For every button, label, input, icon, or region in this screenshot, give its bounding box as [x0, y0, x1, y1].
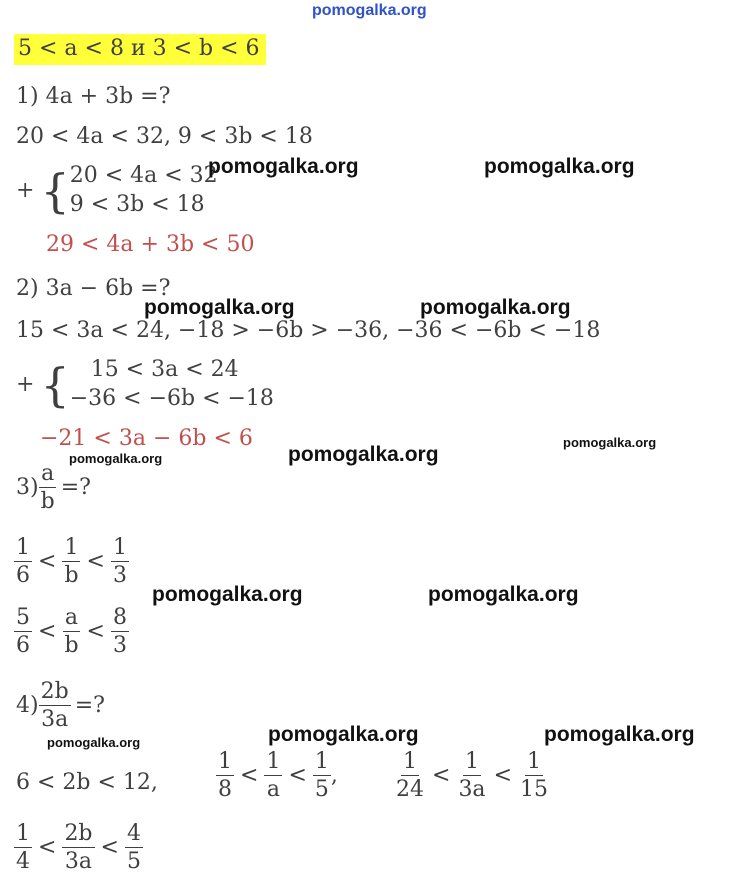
part2-question: 2) 3a − 6b =?	[16, 276, 171, 301]
plus-sign: +	[16, 178, 35, 204]
watermark: pomogalka.org	[152, 583, 303, 606]
less-than: <	[86, 619, 105, 645]
fraction	[62, 536, 80, 587]
denominator: 3	[112, 633, 127, 659]
numerator: 4	[125, 822, 143, 848]
numerator: 1	[14, 536, 32, 562]
less-than: <	[288, 763, 307, 789]
numerator: 5	[14, 606, 32, 632]
fraction	[456, 750, 487, 801]
part2-result: −21 < 3a − 6b < 6	[40, 426, 253, 451]
watermark: pomogalka.org	[268, 723, 419, 746]
denominator: 3a	[458, 777, 486, 803]
part4-result	[14, 822, 143, 873]
watermark: pomogalka.org	[544, 723, 695, 746]
part4-bounds: 6 < 2b < 12,	[16, 770, 158, 795]
part3-question	[16, 462, 91, 513]
less-than: <	[493, 763, 512, 789]
part1-question: 1) 4a + 3b =?	[16, 84, 171, 109]
numerator: 1	[264, 750, 282, 776]
part4-label: 4)	[16, 693, 39, 719]
less-than: <	[38, 549, 57, 575]
watermark: pomogalka.org	[420, 296, 571, 319]
denominator: 3	[112, 563, 127, 589]
denominator: 3a	[41, 707, 69, 733]
fraction	[39, 680, 71, 731]
watermark: pomogalka.org	[47, 735, 141, 750]
condition-statement	[14, 36, 266, 61]
part2-system-line1: 15 < 3a < 24	[69, 357, 239, 382]
part1-system-line1: 20 < 4a < 32	[69, 163, 218, 188]
part1-bounds: 20 < 4a < 32, 9 < 3b < 18	[16, 124, 313, 149]
plus-sign: +	[16, 372, 35, 398]
denominator: b	[64, 563, 79, 589]
fraction	[39, 462, 57, 513]
watermark: pomogalka.org	[208, 155, 359, 178]
part2-system	[16, 356, 274, 413]
watermark: pomogalka.org	[428, 583, 579, 606]
denominator: 5	[314, 777, 329, 803]
part2-bounds: 15 < 3a < 24, −18 > −6b > −36, −36 < −6b < −18	[16, 318, 601, 343]
numerator: 1	[111, 536, 129, 562]
fraction	[62, 822, 94, 873]
numerator: 1	[463, 750, 481, 776]
numerator: 2b	[39, 680, 71, 706]
comma: ,	[330, 763, 338, 789]
less-than: <	[432, 763, 451, 789]
numerator: 1	[313, 750, 331, 776]
less-than: <	[240, 763, 259, 789]
fraction	[216, 750, 234, 801]
fraction	[125, 822, 143, 873]
part2-system-line2: −36 < −6b < −18	[69, 385, 274, 411]
fraction	[62, 606, 80, 657]
fraction	[14, 536, 32, 587]
watermark: pomogalka.org	[288, 443, 439, 466]
denominator: a	[266, 777, 280, 803]
fraction	[14, 822, 32, 873]
denominator: 8	[218, 777, 232, 803]
denominator: 6	[16, 563, 30, 589]
fraction	[264, 750, 282, 801]
watermark: pomogalka.org	[69, 451, 163, 466]
part3-suffix: =?	[60, 475, 91, 501]
numerator: 1	[14, 822, 32, 848]
watermark: pomogalka.org	[484, 155, 635, 178]
denominator: 4	[16, 849, 30, 875]
watermark: pomogalka.org	[563, 435, 657, 450]
part1-system-line2: 9 < 3b < 18	[69, 191, 205, 217]
numerator: 1	[216, 750, 234, 776]
numerator: a	[63, 606, 80, 632]
fraction	[313, 750, 331, 801]
part1-system	[16, 162, 218, 219]
fraction	[111, 606, 129, 657]
fraction	[111, 536, 129, 587]
denominator: b	[64, 633, 79, 659]
fraction	[518, 750, 550, 801]
part4-suffix: =?	[74, 693, 105, 719]
numerator: 8	[111, 606, 129, 632]
fraction	[394, 750, 426, 801]
part3-label: 3)	[16, 475, 39, 501]
less-than: <	[38, 619, 57, 645]
less-than: <	[38, 835, 57, 861]
watermark: pomogalka.org	[144, 296, 295, 319]
denominator: 24	[396, 777, 424, 803]
denominator: 6	[16, 633, 30, 659]
part1-result: 29 < 4a + 3b < 50	[46, 232, 255, 257]
less-than: <	[86, 549, 105, 575]
numerator: 2b	[62, 822, 94, 848]
fraction	[14, 606, 32, 657]
numerator: 1	[401, 750, 419, 776]
part4-inequality-2	[394, 750, 550, 801]
numerator: 1	[525, 750, 543, 776]
numerator: a	[39, 462, 56, 488]
part3-inequality-1	[14, 536, 129, 587]
denominator: 5	[126, 849, 141, 875]
watermark-top-link[interactable]: pomogalka.org	[312, 2, 427, 19]
part4-inequality-1	[216, 750, 338, 801]
condition-highlight: 5 < a < 8 и 3 < b < 6	[14, 34, 266, 65]
less-than: <	[100, 835, 119, 861]
brace-icon: {	[40, 163, 70, 218]
denominator: b	[40, 489, 55, 515]
part4-question	[16, 680, 105, 731]
brace-icon: {	[40, 357, 70, 412]
numerator: 1	[62, 536, 80, 562]
denominator: 3a	[64, 849, 93, 875]
denominator: 15	[520, 777, 548, 803]
part3-inequality-2	[14, 606, 129, 657]
